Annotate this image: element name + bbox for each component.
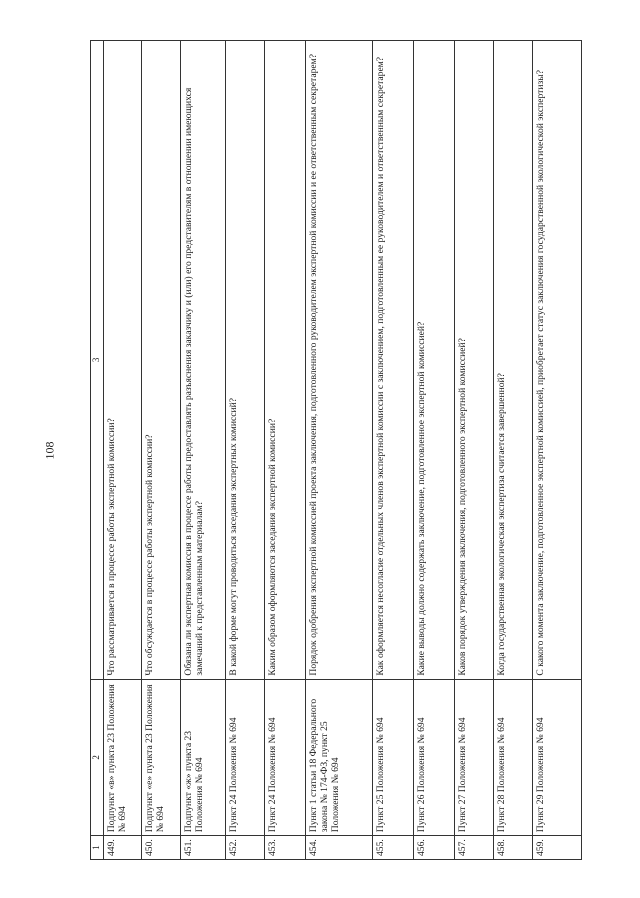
table-row (226, 41, 265, 860)
row-question: С какого момента заключение, подготовленное экспертной комиссией, приобретает статус заключения государственной экологической экспертизы? (533, 41, 582, 680)
row-source: Подпункт «в» пункта 23 Положения № 694 (104, 679, 142, 836)
row-question: Что рассматривается в процессе работы экспертной комиссии? (104, 41, 142, 680)
table-row (142, 41, 181, 860)
row-question: Порядок одобрения экспертной комиссией проекта заключения, подготовленного руководителем экспертной комиссии и ее ответственным секретарем? (306, 41, 373, 680)
row-number: 453. (265, 836, 306, 860)
row-source: Пункт 28 Положения № 694 (494, 679, 533, 836)
row-number: 451. (181, 836, 226, 860)
page-number-text: 108 (42, 441, 57, 459)
table-row (181, 41, 226, 860)
row-question: Какие выводы должно содержать заключение, подготовленное экспертной комиссией? (414, 41, 455, 680)
row-number: 459. (533, 836, 582, 860)
row-source: Пункт 24 Положения № 694 (265, 679, 306, 836)
table-row (455, 41, 494, 860)
row-number: 457. (455, 836, 494, 860)
row-source: Пункт 25 Положения № 694 (373, 679, 414, 836)
row-number: 449. (104, 836, 142, 860)
header-col-2: 2 (91, 679, 104, 836)
row-question: Что обсуждается в процессе работы экспертной комиссии? (142, 41, 181, 680)
row-question: Каким образом оформляются заседания экспертной комиссии? (265, 41, 306, 680)
document-table-container (90, 40, 590, 860)
table-row (414, 41, 455, 860)
row-number: 452. (226, 836, 265, 860)
rotated-table-frame (90, 40, 590, 860)
row-number: 450. (142, 836, 181, 860)
row-question: Когда государственная экологическая экспертиза считается завершенной? (494, 41, 533, 680)
row-number: 455. (373, 836, 414, 860)
row-source: Пункт 24 Положения № 694 (226, 679, 265, 836)
row-source: Пункт 26 Положения № 694 (414, 679, 455, 836)
row-question: Каков порядок утверждения заключения, подготовленного экспертной комиссией? (455, 41, 494, 680)
row-source: Пункт 27 Положения № 694 (455, 679, 494, 836)
table-row (265, 41, 306, 860)
header-col-3: 3 (91, 41, 104, 680)
row-number: 454. (306, 836, 373, 860)
row-question: В какой форме могут проводиться заседания экспертных комиссий? (226, 41, 265, 680)
row-source: Пункт 29 Положения № 694 (533, 679, 582, 836)
row-source: Пункт 1 статьи 18 Федерального закона № 174-ФЗ, пункт 25 Положения № 694 (306, 679, 373, 836)
table-row (104, 41, 142, 860)
table-row (373, 41, 414, 860)
row-source: Подпункт «ж» пункта 23 Положения № 694 (181, 679, 226, 836)
questions-table (90, 40, 582, 860)
table-header-row (91, 41, 104, 860)
row-question: Обязана ли экспертная комиссия в процессе работы предоставлять разъяснения заказчику и (или) его представителям в отношении имеющихся замечаний к представленным материалам? (181, 41, 226, 680)
row-number: 456. (414, 836, 455, 860)
header-col-1: 1 (91, 836, 104, 860)
table-row (533, 41, 582, 860)
row-question: Как оформляется несогласие отдельных членов экспертной комиссии с заключением, подготовленным ее руководителем и ответственным секретарем? (373, 41, 414, 680)
table-row (306, 41, 373, 860)
table-row (494, 41, 533, 860)
row-source: Подпункт «е» пункта 23 Положения № 694 (142, 679, 181, 836)
row-number: 458. (494, 836, 533, 860)
page-number (38, 435, 62, 465)
